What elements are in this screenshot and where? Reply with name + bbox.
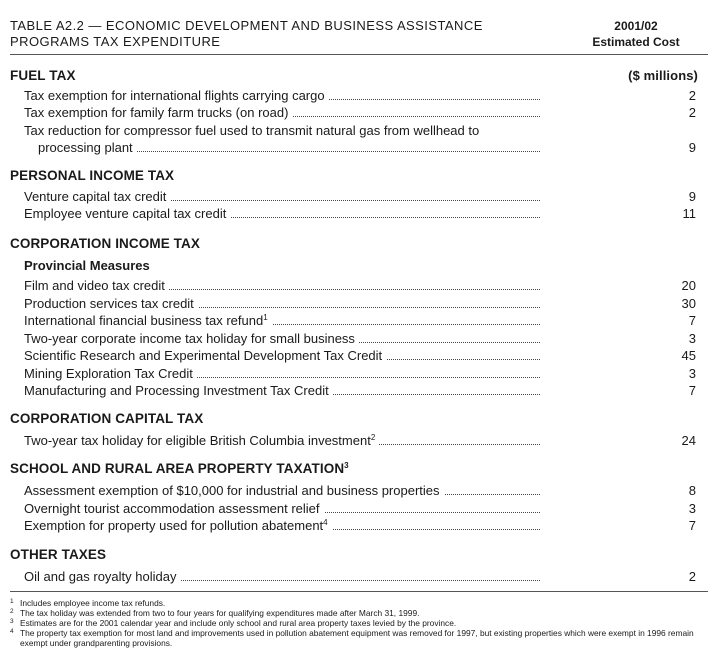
table-row bbox=[24, 87, 706, 104]
table-row bbox=[24, 347, 706, 364]
row-label: Assessment exemption of $10,000 for industrial and business properties bbox=[24, 483, 444, 498]
row-value: 8 bbox=[688, 483, 696, 498]
row-value: 2 bbox=[688, 569, 696, 584]
row-label: Two-year tax holiday for eligible British Columbia investment bbox=[24, 433, 371, 448]
row-value: 11 bbox=[682, 206, 696, 221]
column-header-estimated-cost: 2001/02 Estimated Cost bbox=[592, 19, 680, 49]
footnote-ref: 2 bbox=[370, 433, 376, 442]
row-value: 2 bbox=[688, 88, 696, 103]
row-label: Manufacturing and Processing Investment Tax Credit bbox=[24, 383, 333, 398]
row-label: Exemption for property used for pollution abatement bbox=[24, 518, 324, 533]
table-row bbox=[24, 500, 706, 517]
row-label: International financial business tax refund bbox=[24, 313, 264, 328]
footnote: 4 The property tax exemption for most land and improvements used in pollution abatement equipment was removed for 1997, but existing properties which were exempt in 1996 remain exempt under grandparenting provisions. bbox=[10, 628, 694, 648]
table-row bbox=[24, 104, 706, 121]
tax-expenditure-table bbox=[10, 0, 708, 648]
row-value: 3 bbox=[688, 331, 696, 346]
row-label: Overnight tourist accommodation assessment relief bbox=[24, 501, 324, 516]
units-label: ($ millions) bbox=[628, 68, 698, 83]
table-row-continuation bbox=[24, 139, 706, 156]
row-value: 7 bbox=[688, 518, 696, 533]
section-title-personal-income-tax: PERSONAL INCOME TAX bbox=[10, 168, 175, 183]
row-value: 20 bbox=[681, 278, 696, 293]
row-label-continuation: processing plant bbox=[24, 140, 137, 155]
row-label: Employee venture capital tax credit bbox=[24, 206, 230, 221]
table-row bbox=[24, 517, 706, 534]
row-label: Production services tax credit bbox=[24, 296, 198, 311]
row-label: Mining Exploration Tax Credit bbox=[24, 366, 197, 381]
table-row bbox=[24, 122, 706, 139]
section-title-corporation-capital-tax: CORPORATION CAPITAL TAX bbox=[10, 411, 204, 426]
subsection-title-provincial-measures: Provincial Measures bbox=[24, 258, 150, 273]
row-value: 3 bbox=[688, 366, 696, 381]
row-value: 45 bbox=[681, 348, 696, 363]
table-row bbox=[24, 295, 706, 312]
row-value: 9 bbox=[688, 189, 696, 204]
row-label: Venture capital tax credit bbox=[24, 189, 170, 204]
section-title-fuel-tax: FUEL TAX ($ millions) bbox=[10, 68, 698, 83]
row-value: 7 bbox=[688, 313, 696, 328]
footnote: 3 Estimates are for the 2001 calendar year and include only school and rural area property taxes levied by the province. bbox=[10, 618, 457, 628]
row-label: Tax reduction for compressor fuel used to transmit natural gas from wellhead to bbox=[24, 123, 480, 138]
row-label: Tax exemption for international flights carrying cargo bbox=[24, 88, 329, 103]
row-value: 30 bbox=[681, 296, 696, 311]
row-label: Scientific Research and Experimental Development Tax Credit bbox=[24, 348, 386, 363]
footnote-ref: 3 bbox=[344, 461, 349, 470]
table-title: TABLE A2.2 — ECONOMIC DEVELOPMENT AND BUSINESS ASSISTANCE PROGRAMS TAX EXPENDITURE bbox=[10, 18, 483, 49]
row-value: 3 bbox=[688, 501, 696, 516]
table-row bbox=[24, 277, 706, 294]
footnote-divider bbox=[10, 591, 708, 592]
table-row bbox=[24, 568, 706, 585]
table-row bbox=[24, 188, 706, 205]
table-row bbox=[24, 330, 706, 347]
table-row bbox=[24, 205, 706, 222]
row-label: Film and video tax credit bbox=[24, 278, 169, 293]
table-row bbox=[24, 432, 706, 449]
row-value: 7 bbox=[688, 383, 696, 398]
footnote: 1 Includes employee income tax refunds. bbox=[10, 598, 166, 608]
footnote: 2 The tax holiday was extended from two to four years for qualifying expenditures made after March 31, 1999. bbox=[10, 608, 420, 618]
row-label: Oil and gas royalty holiday bbox=[24, 569, 180, 584]
section-title-other-taxes: OTHER TAXES bbox=[10, 547, 107, 562]
row-label: Two-year corporate income tax holiday for small business bbox=[24, 331, 359, 346]
table-row bbox=[24, 365, 706, 382]
section-title-corporation-income-tax: CORPORATION INCOME TAX bbox=[10, 236, 200, 251]
footnote-ref: 4 bbox=[323, 518, 328, 527]
row-value: 24 bbox=[681, 433, 696, 448]
table-row bbox=[24, 312, 706, 329]
row-value: 9 bbox=[688, 140, 696, 155]
table-header bbox=[10, 0, 708, 55]
row-value: 2 bbox=[688, 105, 696, 120]
table-row bbox=[24, 482, 706, 499]
footnote-ref: 1 bbox=[263, 313, 268, 322]
section-title-school-rural-property-taxation: SCHOOL AND RURAL AREA PROPERTY TAXATION$^3$ bbox=[10, 461, 349, 476]
table-row bbox=[24, 382, 706, 399]
footnotes bbox=[10, 598, 710, 648]
row-label: Tax exemption for family farm trucks (on road) bbox=[24, 105, 292, 120]
